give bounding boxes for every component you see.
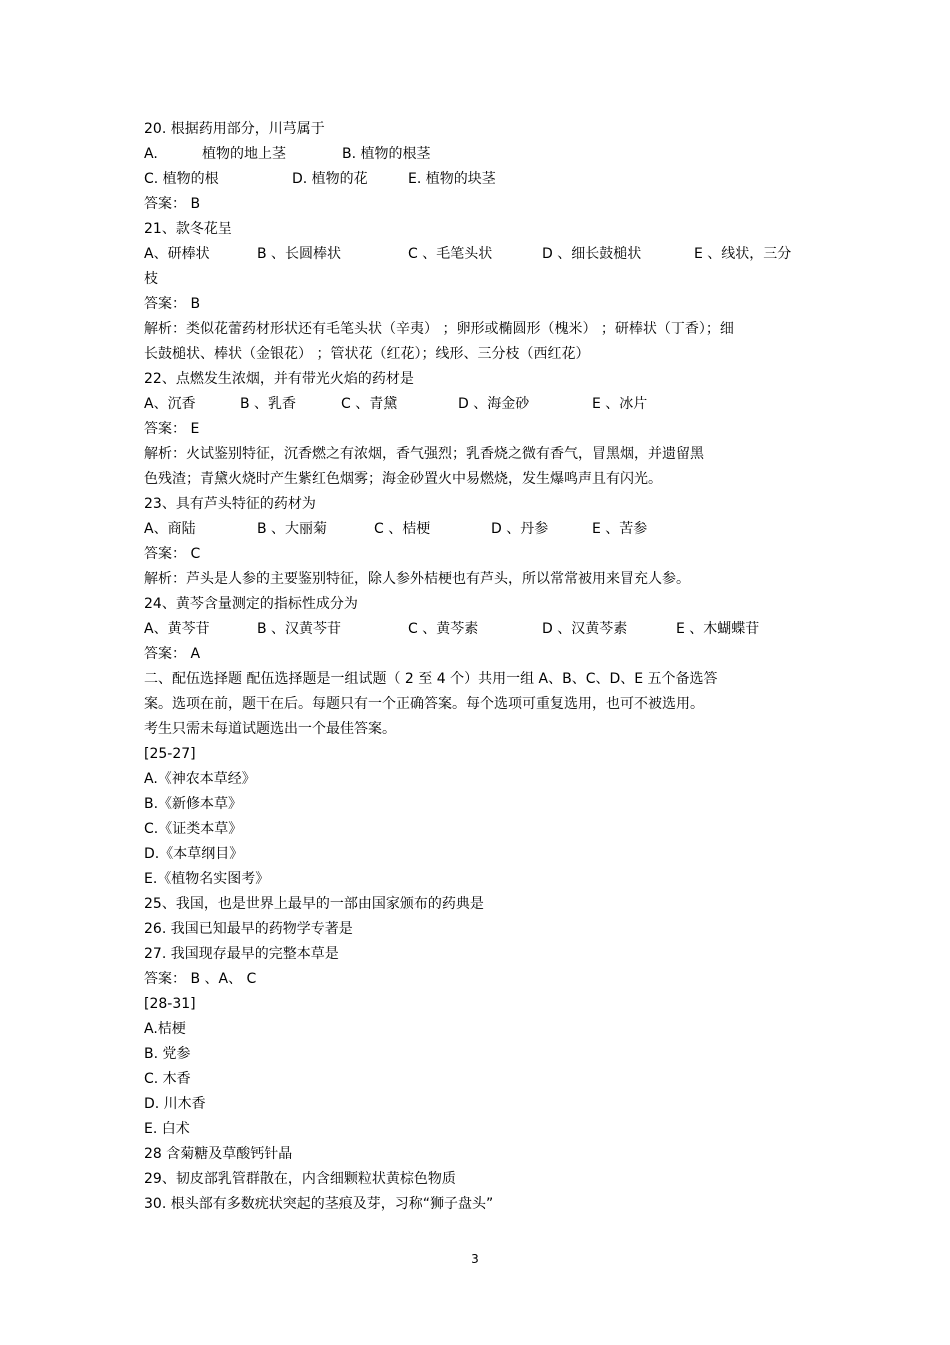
question-27: 27. 我国现存最早的完整本草是 [144,946,339,962]
group-25-27-heading: [25-27] [144,746,196,762]
explanation-21-line1: 解析：类似花蕾药材形状还有毛笔头状（辛夷） ；卵形或椭圆形（槐米） ；研棒状（丁香）；细 [144,321,734,337]
explanation-23: 解析：芦头是人参的主要鉴别特征，除人参外桔梗也有芦头，所以常常被用来冒充人参。 [144,571,690,587]
option-e: E 、线状，三分 [694,246,792,262]
question-20-options-row1 [144,142,808,167]
option-d: D 、海金砂 [458,396,530,412]
answer-25-27: 答案： B 、A、 C [144,971,257,987]
page-number: 3 [471,1252,479,1266]
option-a: A、研棒状 [144,246,210,262]
option-e: E 、苦参 [592,521,648,537]
option-b: B 、大丽菊 [257,521,328,537]
answer-20: 答案： B [144,196,201,212]
question-22-options [144,392,808,417]
option-d: D 、细长鼓槌状 [542,246,642,262]
group-28-31-option-b: B. 党参 [144,1046,191,1062]
question-28: 28 含菊糖及草酸钙针晶 [144,1146,293,1162]
group-28-31-option-a: A.桔梗 [144,1021,186,1037]
question-29: 29、韧皮部乳管群散在，内含细颗粒状黄棕色物质 [144,1171,456,1187]
option-a: A、黄芩苷 [144,621,210,637]
question-21: 21、款冬花呈 [144,221,232,237]
page-content [144,117,808,1217]
option-d: D 、汉黄芩素 [542,621,628,637]
option-c: C 、青黛 [341,396,398,412]
option-a-text: 植物的地上茎 [202,146,286,162]
option-b: B 、长圆棒状 [257,246,342,262]
option-e: E. 植物的块茎 [408,171,496,187]
question-24-options [144,617,808,642]
section-2-intro-line3: 考生只需未每道试题选出一个最佳答案。 [144,721,396,737]
option-b: B. 植物的根茎 [342,146,431,162]
option-d: D. 植物的花 [292,171,368,187]
question-20-options-row2 [144,167,808,192]
group-25-27-option-e: E.《植物名实图考》 [144,871,270,887]
question-25: 25、我国，也是世界上最早的一部由国家颁布的药典是 [144,896,484,912]
option-b: B 、乳香 [240,396,297,412]
option-a: A、商陆 [144,521,196,537]
section-2-intro-line1: 二、配伍选择题 配伍选择题是一组试题（ 2 至 4 个）共用一组 A、B、C、D、E 五个备选答 [144,671,718,687]
question-21-options [144,242,808,267]
option-a: A、沉香 [144,396,196,412]
question-22: 22、点燃发生浓烟，并有带光火焰的药材是 [144,371,414,387]
answer-23: 答案： C [144,546,201,562]
group-25-27-option-d: D.《本草纲目》 [144,846,244,862]
question-26: 26. 我国已知最早的药物学专著是 [144,921,353,937]
question-20: 20. 根据药用部分，川芎属于 [144,121,325,137]
group-25-27-option-c: C.《证类本草》 [144,821,243,837]
option-c: C 、黄芩素 [408,621,479,637]
answer-22: 答案： E [144,421,200,437]
option-e: E 、木蝴蝶苷 [676,621,760,637]
option-c: C 、桔梗 [374,521,431,537]
option-b: B 、汉黄芩苷 [257,621,342,637]
answer-21: 答案： B [144,296,201,312]
option-c: C. 植物的根 [144,171,219,187]
question-23-options [144,517,808,542]
question-21-continuation: 枝 [144,271,158,287]
explanation-21-line2: 长鼓槌状、棒状（金银花） ；管状花（红花）；线形、三分枝（西红花） [144,346,590,362]
group-28-31-option-e: E. 白术 [144,1121,190,1137]
question-23: 23、具有芦头特征的药材为 [144,496,316,512]
question-30: 30. 根头部有多数疣状突起的茎痕及芽，习称“狮子盘头” [144,1196,494,1212]
group-25-27-option-b: B.《新修本草》 [144,796,243,812]
option-d: D 、丹参 [491,521,549,537]
group-28-31-heading: [28-31] [144,996,196,1012]
option-a-label: A. [144,146,158,162]
question-24: 24、黄芩含量测定的指标性成分为 [144,596,358,612]
answer-24: 答案： A [144,646,201,662]
explanation-22-line1: 解析：火试鉴别特征，沉香燃之有浓烟，香气强烈；乳香烧之微有香气，冒黑烟，并遗留黑 [144,446,704,462]
explanation-22-line2: 色残渣；青黛火烧时产生紫红色烟雾；海金砂置火中易燃烧，发生爆鸣声且有闪光。 [144,471,662,487]
section-2-intro-line2: 案。选项在前，题干在后。每题只有一个正确答案。每个选项可重复选用，也可不被选用。 [144,696,704,712]
group-28-31-option-c: C. 木香 [144,1071,191,1087]
group-28-31-option-d: D. 川木香 [144,1096,206,1112]
option-c: C 、毛笔头状 [408,246,493,262]
group-25-27-option-a: A.《神农本草经》 [144,771,256,787]
option-e: E 、冰片 [592,396,648,412]
